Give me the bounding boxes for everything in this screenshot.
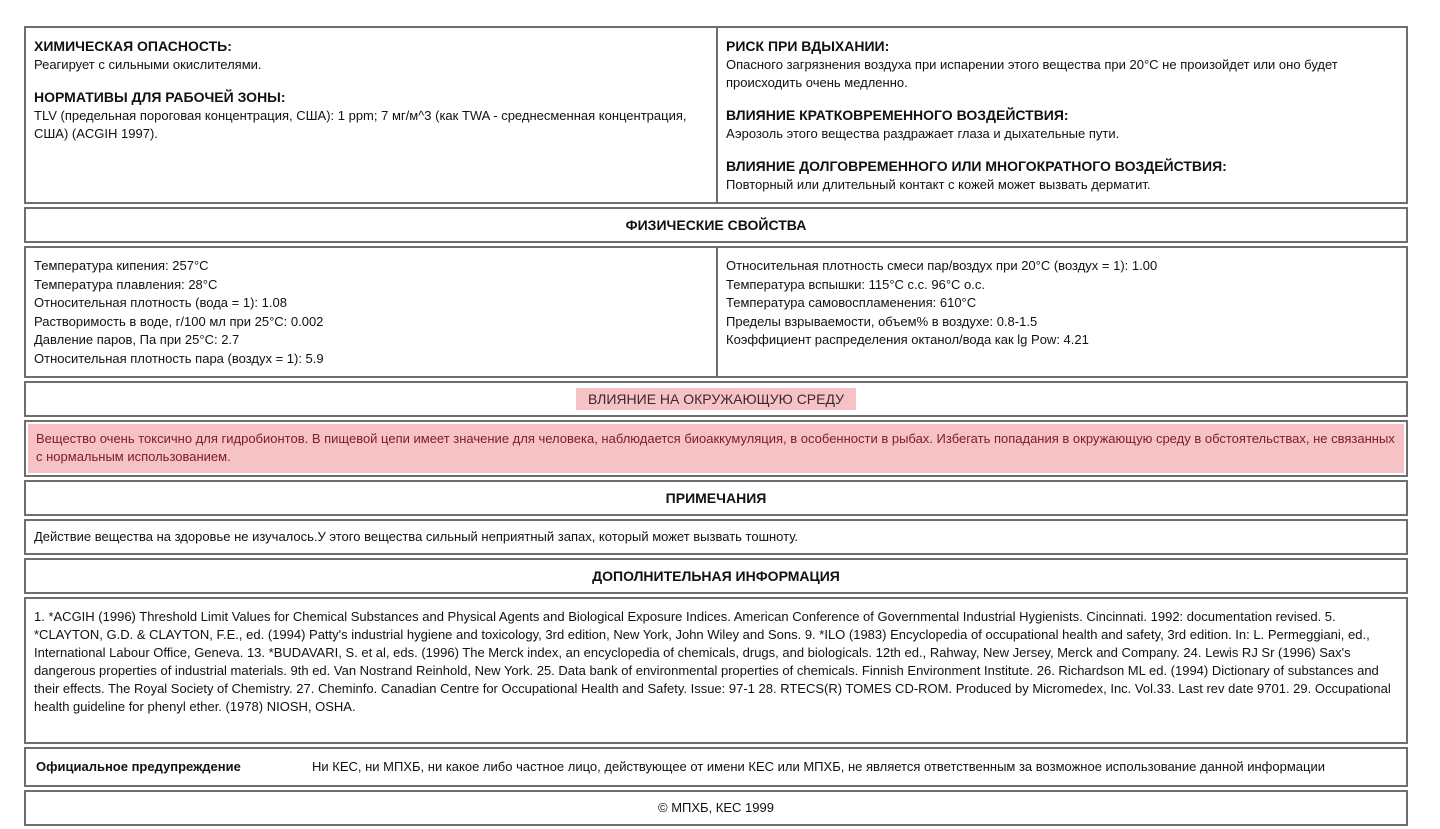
long-term-effects-text: Повторный или длительный контакт с кожей может вызвать дерматит. bbox=[726, 177, 1151, 192]
long-term-effects-heading: ВЛИЯНИЕ ДОЛГОВРЕМЕННОГО ИЛИ МНОГОКРАТНОГО ВОЗДЕЙСТВИЯ: bbox=[726, 158, 1227, 174]
physical-properties-header-block bbox=[24, 207, 1408, 243]
melting-point: Температура плавления: 28°C bbox=[34, 276, 218, 292]
short-term-effects-heading: ВЛИЯНИЕ КРАТКОВРЕМЕННОГО ВОЗДЕЙСТВИЯ: bbox=[726, 107, 1069, 123]
physical-properties-block bbox=[24, 246, 1408, 378]
chemical-hazard-heading: ХИМИЧЕСКАЯ ОПАСНОСТЬ: bbox=[34, 38, 232, 54]
environment-text: Вещество очень токсично для гидробионтов. В пищевой цепи имеет значение для человека, наблюдается биоаккумуляция, в особенности в рыбах. Избегать попадания в окружающую среду в обстоятельствах, не связанных с нормальным использованием. bbox=[28, 424, 1404, 473]
disclaimer-row bbox=[26, 749, 1406, 785]
relative-density: Относительная плотность (вода = 1): 1.08 bbox=[34, 295, 287, 310]
physical-properties-header: ФИЗИЧЕСКИЕ СВОЙСТВА bbox=[625, 217, 807, 233]
additional-info-header-block bbox=[24, 558, 1408, 594]
disclaimer-block bbox=[24, 747, 1408, 787]
auto-ignition-temperature: Температура самовоспламенения: 610°C bbox=[726, 295, 977, 310]
notes-text: Действие вещества на здоровье не изучалось.У этого вещества сильный неприятный запах, который может вызвать тошноту. bbox=[34, 529, 799, 544]
notes-text-block bbox=[24, 519, 1408, 555]
inhalation-risk-text: Опасного загрязнения воздуха при испарении этого вещества при 20°C не произойдет или оно будет происходить очень медленно. bbox=[726, 57, 1338, 90]
physical-properties-left bbox=[26, 248, 718, 376]
physical-properties-right bbox=[718, 248, 1406, 376]
vapour-pressure: Давление паров, Па при 25°C: 2.7 bbox=[34, 332, 240, 347]
disclaimer-text: Ни КЕС, ни МПХБ, ни какое либо частное лицо, действующее от имени КЕС или МПХБ, не является ответственным за возможное использование данной информации bbox=[312, 759, 1325, 774]
short-term-effects-text: Аэрозоль этого вещества раздражает глаза и дыхательные пути. bbox=[726, 126, 1120, 141]
hazards-right-cell bbox=[718, 28, 1406, 202]
hazards-left-cell bbox=[26, 28, 718, 202]
notes-header: ПРИМЕЧАНИЯ bbox=[665, 490, 767, 506]
copyright-block bbox=[24, 790, 1408, 826]
inhalation-risk-heading: РИСК ПРИ ВДЫХАНИИ: bbox=[726, 38, 890, 54]
explosive-limits: Пределы взрываемости, объем% в воздухе: 0.8-1.5 bbox=[726, 313, 1038, 329]
flash-point: Температура вспышки: 115°C c.c. 96°C o.c. bbox=[726, 276, 985, 292]
octanol-water-partition: Коэффициент распределения октанол/вода как lg Pow: 4.21 bbox=[726, 332, 1089, 347]
hazards-block bbox=[24, 26, 1408, 204]
exposure-limits-text: TLV (предельная пороговая концентрация, США): 1 ppm; 7 мг/м^3 (как TWA - среднесменная концентрация, США) (ACGIH 1997). bbox=[34, 108, 687, 141]
chemical-hazard-text: Реагирует с сильными окислителями. bbox=[34, 57, 262, 72]
environment-header-label: ВЛИЯНИЕ НА ОКРУЖАЮЩУЮ СРЕДУ bbox=[576, 388, 856, 410]
references-text: 1. *ACGIH (1996) Threshold Limit Values for Chemical Substances and Physical Agents and Biological Exposure Indices. American Conference of Governmental Industrial Hygienists. Cincinnati. 1992: documentation revised. 5. *CLAYTON, G.D. & CLAYTON, F.E., ed. (1994) Patty's industrial hygiene and toxicology, 3rd edition, New York, John Wiley and Sons. 9. *ILO (1983) Encyclopedia of occupational health and safety, 3rd edition. In: L. Permeggiani, ed., International Labour Office, Geneva. 13. *BUDAVARI, S. et al, eds. (1996) The Merck index, an encyclopedia of chemicals, drugs, and biologicals. 12th ed., Rahway, New Jersey, Merck and Company. 24. Lewis RJ Sr (1996) Sax's dangerous properties of industrial materials. 9th ed. Van Nostrand Reinhold, New York. 25. Data bank of environmental properties of chemicals. Finnish Environment Institute. 26. Richardson ML ed. (1994) Dictionary of substances and their effects. The Royal Society of Chemistry. 27. Cheminfo. Canadian Centre for Occupational Health and Safety. Issue: 97-1 28. RTECS(R) TOMES CD-ROM. Produced by Micromedex, Inc. Vol.33. Last rev date 9701. 29. Occupational health guideline for phenyl ether. (1978) NIOSH, OSHA. bbox=[34, 609, 1391, 714]
notes-header-block bbox=[24, 480, 1408, 516]
environment-text-block bbox=[24, 420, 1408, 477]
vapour-air-mixture-density: Относительная плотность смеси пар/воздух при 20°C (воздух = 1): 1.00 bbox=[726, 258, 1158, 273]
vapour-density: Относительная плотность пара (воздух = 1): 5.9 bbox=[34, 350, 324, 366]
water-solubility: Растворимость в воде, г/100 мл при 25°C: 0.002 bbox=[34, 313, 324, 329]
icsc-card-document bbox=[24, 26, 1408, 829]
boiling-point: Температура кипения: 257°C bbox=[34, 258, 209, 273]
exposure-limits-heading: НОРМАТИВЫ ДЛЯ РАБОЧЕЙ ЗОНЫ: bbox=[34, 89, 286, 105]
additional-info-block bbox=[24, 597, 1408, 744]
disclaimer-label: Официальное предупреждение bbox=[36, 759, 241, 774]
environment-header-block bbox=[24, 381, 1408, 417]
copyright-text: © МПХБ, КЕС 1999 bbox=[658, 800, 774, 815]
additional-info-header: ДОПОЛНИТЕЛЬНАЯ ИНФОРМАЦИЯ bbox=[592, 568, 840, 584]
environment-header bbox=[26, 383, 1406, 415]
